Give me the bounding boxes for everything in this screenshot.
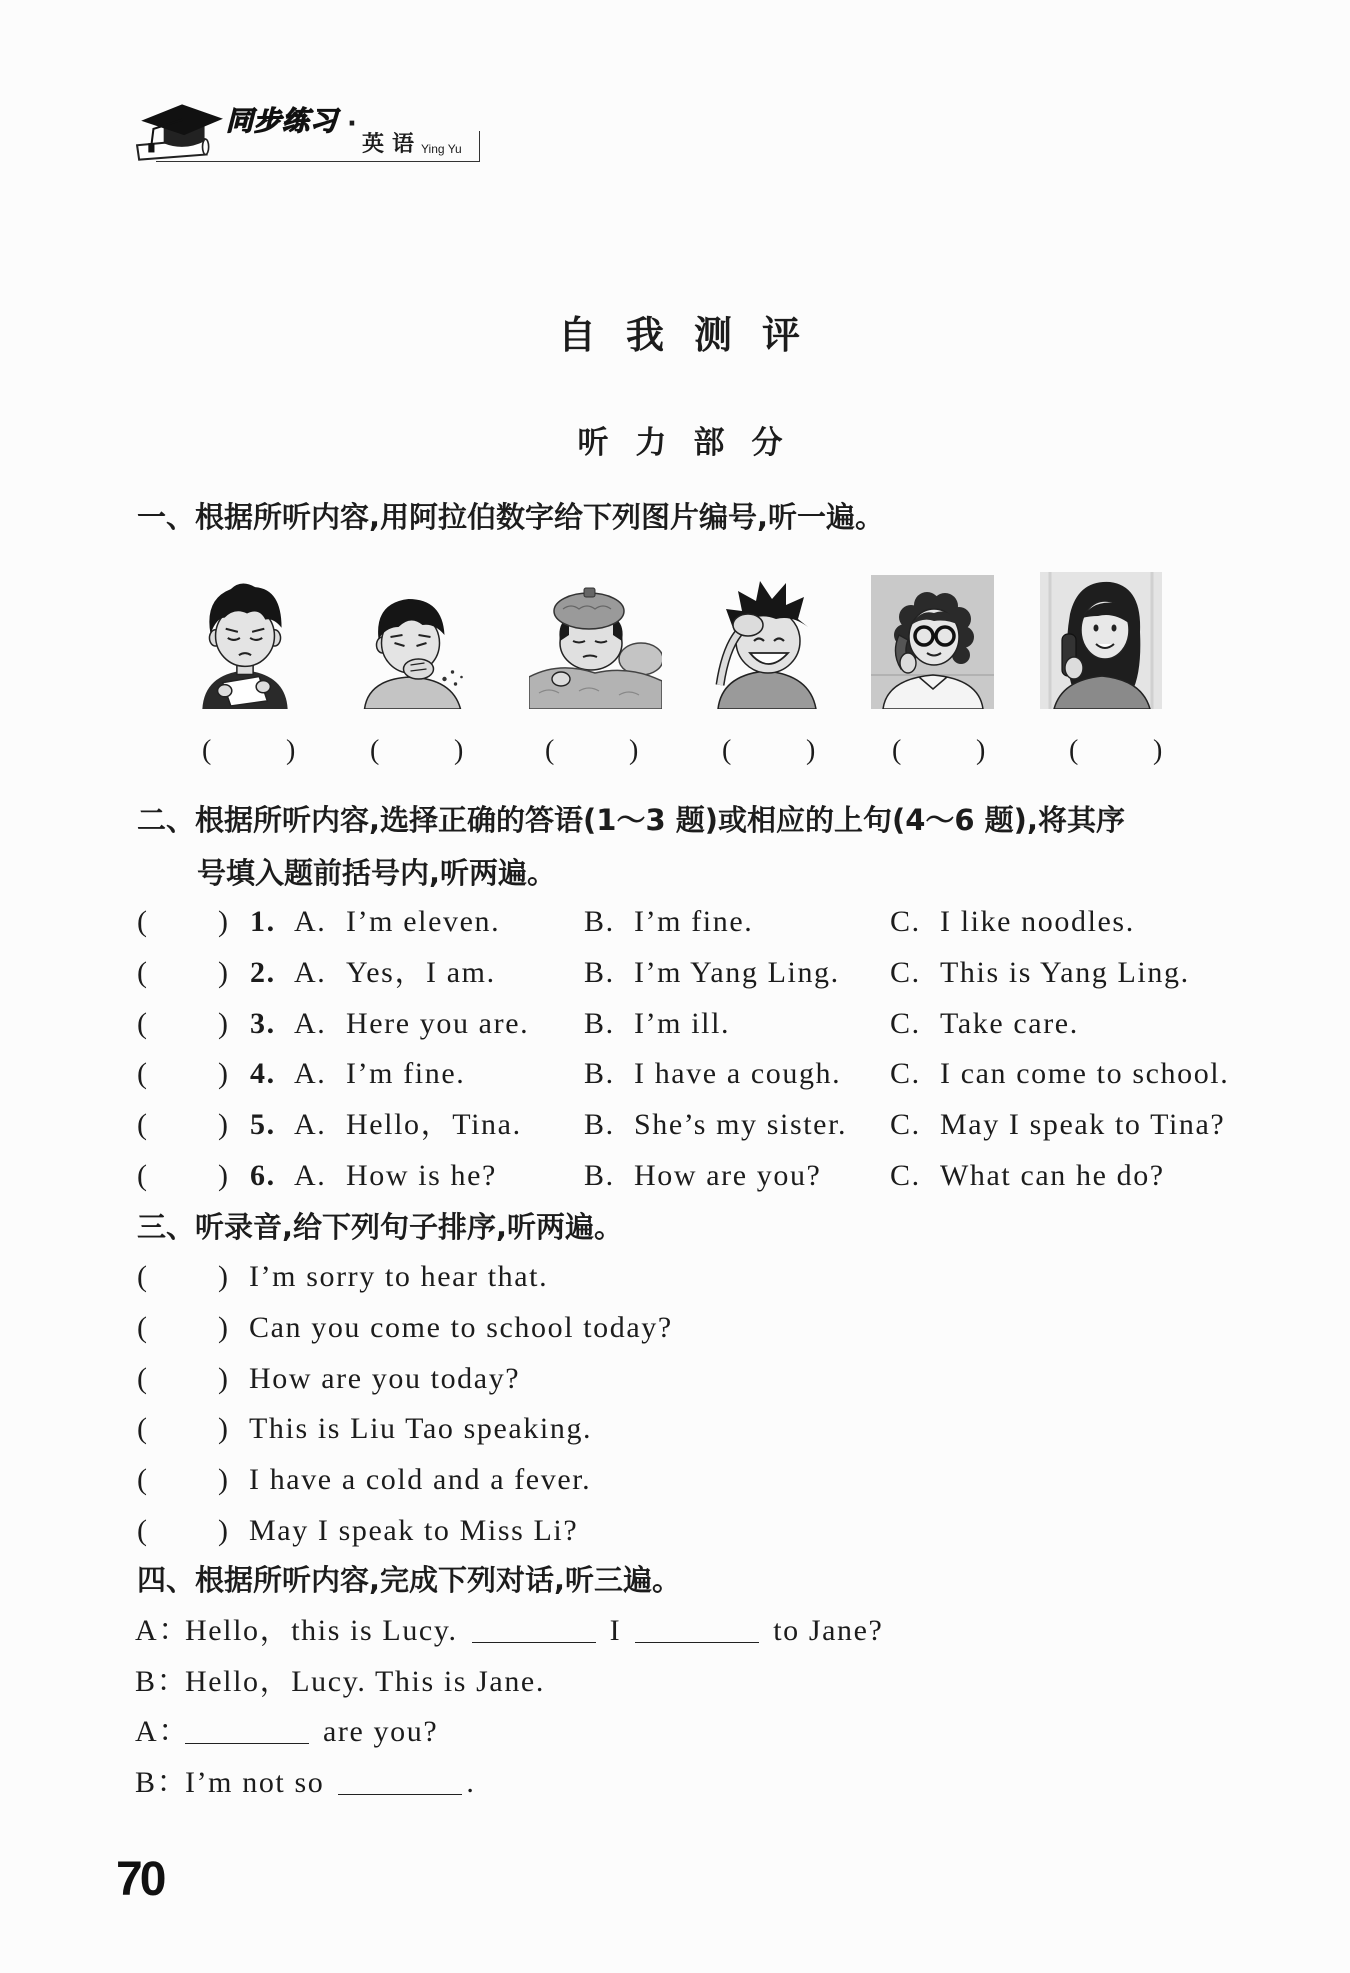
picture-answer-slot [722,731,832,771]
dialogue-text: I [609,1614,622,1647]
option-a-text: Hello，Tina. [346,1108,522,1142]
picture-answer-slot [1069,731,1179,771]
option-b-text: I’m ill. [634,1006,731,1040]
answer-bracket-open: ( [202,735,212,766]
answer-bracket-close: ) [218,1006,230,1040]
answer-bracket-close: ) [454,735,464,766]
answer-bracket-open: ( [137,1513,149,1547]
option-b-label: B. [584,955,615,989]
option-a-label: A. [294,1057,327,1091]
dialogue-text: to Jane? [773,1614,884,1647]
option-c-text: Take care. [940,1006,1079,1040]
answer-bracket-close: ) [218,905,230,938]
dialogue [135,1606,1235,1809]
option-a-text: Yes，I am. [346,955,496,989]
answer-bracket-close: ) [218,1513,230,1547]
sentence-text: How are you today? [249,1361,521,1395]
option-b-text: I’m Yang Ling. [634,955,840,989]
option-c-label: C. [890,905,921,938]
picture-6 [1040,572,1162,709]
speaker-label: B： [135,1766,189,1800]
answer-bracket-open: ( [545,735,555,766]
picture-5 [871,575,994,709]
option-c-text: May I speak to Tina? [940,1108,1226,1142]
option-b-label: B. [584,1057,615,1091]
option-a-label: A. [294,1108,327,1142]
answer-bracket-close: ) [218,1463,230,1497]
option-c-text: This is Yang Ling. [940,955,1190,989]
sentence-row [137,1354,1287,1405]
answer-bracket-open: ( [1069,735,1079,766]
answer-bracket-close: ) [286,735,296,766]
header-separator: · [347,109,357,139]
answer-bracket-close: ) [218,1108,230,1142]
sentence-text: I’m sorry to hear that. [249,1260,549,1293]
question-number: 4. [250,1057,276,1091]
option-c-text: I like noodles. [940,905,1135,938]
answer-bracket-open: ( [137,1057,149,1091]
question-number: 2. [250,955,276,989]
answer-bracket-open: ( [892,735,902,766]
option-c-text: What can he do? [940,1158,1165,1192]
sentence-text: I have a cold and a fever. [249,1463,592,1497]
section4-heading: 四、根据所听内容,完成下列对话,听三遍。 [137,1563,682,1597]
option-b-text: I’m fine. [634,905,754,938]
option-c-label: C. [890,1158,921,1192]
option-a-text: I’m fine. [346,1057,466,1091]
sentence-row [137,1252,1287,1303]
option-b-label: B. [584,1006,615,1040]
picture-4 [712,575,822,709]
picture-answer-slot [202,731,312,771]
answer-bracket-open: ( [137,1260,149,1293]
question-row [137,999,1287,1050]
subject-name: 英语 [362,132,423,157]
subject-pinyin: Ying Yu [421,142,462,156]
answer-bracket-close: ) [218,1361,230,1395]
sentence-text: Can you come to school today? [249,1310,673,1344]
picture-answer-slot [892,731,1002,771]
question-row [137,897,1287,948]
dialogue-text: Hello，this is Lucy. [185,1614,458,1647]
answer-bracket-close: ) [218,1158,230,1192]
answer-blank [338,1794,462,1795]
option-c-label: C. [890,955,921,989]
answer-bracket-open: ( [137,1108,149,1142]
answer-bracket-open: ( [370,735,380,766]
answer-bracket-open: ( [722,735,732,766]
dialogue-line [135,1758,1235,1809]
boy-headache-icon [712,575,822,709]
answer-bracket-close: ) [218,955,230,989]
question-number: 3. [250,1006,276,1040]
option-a-label: A. [294,955,327,989]
picture-3 [529,575,662,709]
sentence-list [137,1252,1287,1557]
answer-bracket-open: ( [137,1006,149,1040]
dialogue-text: . [466,1766,476,1800]
series-name: 同步练习 [226,106,338,137]
answer-blank [635,1642,759,1643]
sentence-row [137,1506,1287,1557]
dialogue-line [135,1606,1235,1657]
answer-bracket-open: ( [137,1463,149,1497]
answer-bracket-open: ( [137,1412,149,1446]
option-a-text: I’m eleven. [346,905,501,938]
dialogue-text: are you? [323,1715,439,1749]
woman-on-phone-icon [1040,572,1162,709]
answer-blank [185,1743,309,1744]
answer-bracket-open: ( [137,955,149,989]
option-b-text: How are you? [634,1158,822,1192]
picture-2 [360,587,476,709]
answer-bracket-open: ( [137,905,149,938]
sentence-row [137,1303,1287,1354]
answer-bracket-open: ( [137,1310,149,1344]
answer-bracket-close: ) [806,735,816,766]
picture-answer-slot [545,731,655,771]
option-a-text: How is he? [346,1158,497,1192]
answer-bracket-close: ) [218,1412,230,1446]
section2-heading-continued: 号填入题前括号内,听两遍。 [197,856,557,890]
option-a-label: A. [294,1006,327,1040]
answer-blank [472,1642,596,1643]
option-a-label: A. [294,1158,327,1192]
answer-bracket-open: ( [137,1361,149,1395]
dialogue-text: I’m not so [185,1766,325,1800]
boy-sad-icon [194,577,296,709]
option-b-text: I have a cough. [634,1057,842,1091]
answer-bracket-close: ) [218,1310,230,1344]
answer-bracket-close: ) [218,1057,230,1091]
option-c-label: C. [890,1108,921,1142]
question-number: 5. [250,1108,276,1142]
question-row [137,1100,1287,1151]
question-number: 6. [250,1158,276,1192]
page-number: 70 [116,1853,164,1906]
option-c-text: I can come to school. [940,1057,1230,1091]
section3-heading: 三、听录音,给下列句子排序,听两遍。 [137,1210,624,1244]
option-b-label: B. [584,905,615,938]
question-row [137,948,1287,999]
option-c-label: C. [890,1006,921,1040]
answer-bracket-close: ) [1153,735,1163,766]
picture-1 [194,577,296,709]
dialogue-text: Hello，Lucy. This is Jane. [185,1664,545,1698]
answer-bracket-close: ) [218,1260,230,1293]
answer-bracket-open: ( [137,1158,149,1192]
question-row [137,1151,1287,1202]
option-b-text: She’s my sister. [634,1108,848,1142]
sentence-text: May I speak to Miss Li? [249,1513,579,1547]
option-a-label: A. [294,905,327,938]
boy-coughing-icon [360,587,476,709]
section1-heading: 一、根据所听内容,用阿拉伯数字给下列图片编号,听一遍。 [137,500,885,534]
answer-bracket-close: ) [629,735,639,766]
answer-bracket-close: ) [976,735,986,766]
section2-heading: 二、根据所听内容,选择正确的答语(1～3 题)或相应的上句(4～6 题),将其序 [137,803,1125,837]
boy-fever-in-bed-icon [529,575,662,709]
page-title: 自我测评 [557,313,830,357]
dialogue-line [135,1707,1235,1758]
dialogue-line [135,1657,1235,1708]
option-b-label: B. [584,1158,615,1192]
option-b-label: B. [584,1108,615,1142]
picture-answer-slot [370,731,480,771]
option-a-text: Here you are. [346,1006,530,1040]
girl-on-phone-icon [871,575,994,709]
speaker-label: B： [135,1664,189,1698]
sentence-row [137,1404,1287,1455]
speaker-label: A： [135,1715,190,1749]
question-list [137,897,1287,1202]
question-number: 1. [250,905,276,938]
speaker-label: A： [135,1614,190,1647]
question-row [137,1049,1287,1100]
sentence-text: This is Liu Tao speaking. [249,1412,593,1446]
sentence-row [137,1455,1287,1506]
option-c-label: C. [890,1057,921,1091]
section-title: 听力部分 [577,425,810,461]
